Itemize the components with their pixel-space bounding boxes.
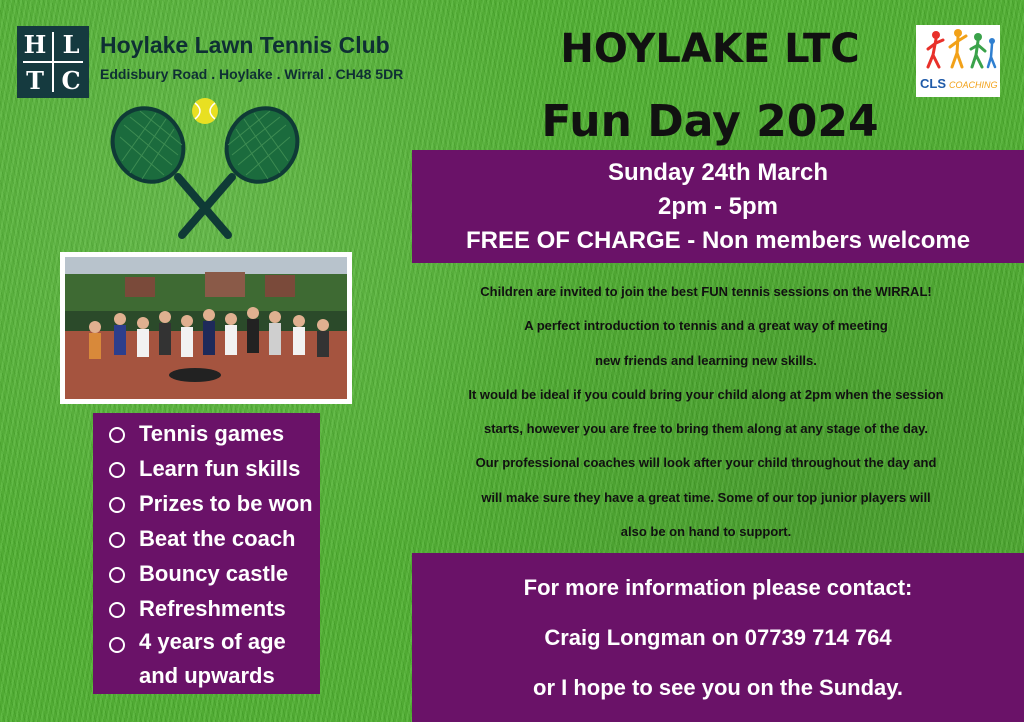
event-time: 2pm - 5pm bbox=[657, 193, 779, 220]
description-line: It would be ideal if you could bring your child along at 2pm when the session bbox=[468, 386, 944, 402]
sponsor-figures-icon bbox=[916, 25, 1000, 75]
sponsor-name-suffix: COACHING bbox=[949, 80, 998, 90]
crossed-rackets-icon bbox=[100, 95, 315, 245]
tennis-ball-icon bbox=[192, 98, 218, 124]
description-line: Children are invited to join the best FUN tennis sessions on the WIRRAL! bbox=[480, 284, 932, 299]
bullet-circle-icon bbox=[109, 637, 125, 653]
club-name: Hoylake Lawn Tennis Club bbox=[100, 32, 390, 58]
description-line: will make sure they have a great time. Some of our top junior players will bbox=[481, 489, 931, 505]
headline-title: HOYLAKE LTC bbox=[560, 26, 860, 72]
contact-person: Craig Longman on 07739 714 764 bbox=[544, 625, 892, 650]
event-date: Sunday 24th March bbox=[607, 159, 829, 186]
event-description bbox=[416, 275, 996, 549]
club-logo bbox=[17, 26, 89, 98]
feature-label: Prizes to be won bbox=[139, 491, 313, 516]
event-charge: FREE OF CHARGE - Non members welcome bbox=[465, 227, 971, 254]
bullet-circle-icon bbox=[109, 532, 125, 548]
list-item bbox=[109, 561, 288, 587]
feature-label: Tennis games bbox=[139, 421, 285, 446]
list-item bbox=[109, 625, 299, 693]
features-list bbox=[93, 413, 320, 694]
logo-letter: T bbox=[26, 65, 44, 95]
logo-letter: L bbox=[62, 29, 80, 59]
list-item bbox=[109, 596, 286, 622]
headline-subtitle: Fun Day 2024 bbox=[541, 96, 879, 147]
description-line: A perfect introduction to tennis and a great way of meeting bbox=[524, 318, 888, 334]
bullet-circle-icon bbox=[109, 427, 125, 443]
sponsor-name-main: CLS bbox=[920, 76, 946, 91]
description-line: starts, however you are free to bring them along at any stage of the day. bbox=[483, 421, 929, 437]
list-item bbox=[109, 421, 284, 447]
group-photo-image bbox=[65, 257, 347, 399]
club-address: Eddisbury Road . Hoylake . Wirral . CH48 5DR bbox=[100, 66, 404, 82]
bullet-circle-icon bbox=[109, 602, 125, 618]
feature-label: Beat the coach bbox=[139, 526, 296, 551]
contact-heading: For more information please contact: bbox=[523, 575, 913, 600]
description-line: also be on hand to support. bbox=[620, 524, 792, 540]
sponsor-logo bbox=[916, 25, 1000, 97]
list-item bbox=[109, 456, 300, 482]
bullet-circle-icon bbox=[109, 462, 125, 478]
event-details bbox=[412, 150, 1024, 263]
feature-label: 4 years of age and upwards bbox=[139, 629, 286, 688]
feature-label: Bouncy castle bbox=[139, 561, 289, 586]
feature-label: Learn fun skills bbox=[139, 456, 301, 481]
list-item bbox=[109, 491, 313, 517]
description-line: Our professional coaches will look after your child throughout the day and bbox=[475, 455, 937, 471]
sponsor-name bbox=[920, 76, 998, 91]
contact-info bbox=[412, 553, 1024, 722]
feature-label: Refreshments bbox=[139, 596, 286, 621]
group-photo bbox=[60, 252, 352, 404]
bullet-circle-icon bbox=[109, 567, 125, 583]
list-item bbox=[109, 526, 296, 552]
bullet-circle-icon bbox=[109, 497, 125, 513]
contact-closing: or I hope to see you on the Sunday. bbox=[533, 675, 903, 700]
logo-letter: H bbox=[23, 29, 47, 59]
description-line: new friends and learning new skills. bbox=[595, 352, 817, 368]
logo-letter: C bbox=[61, 65, 81, 95]
